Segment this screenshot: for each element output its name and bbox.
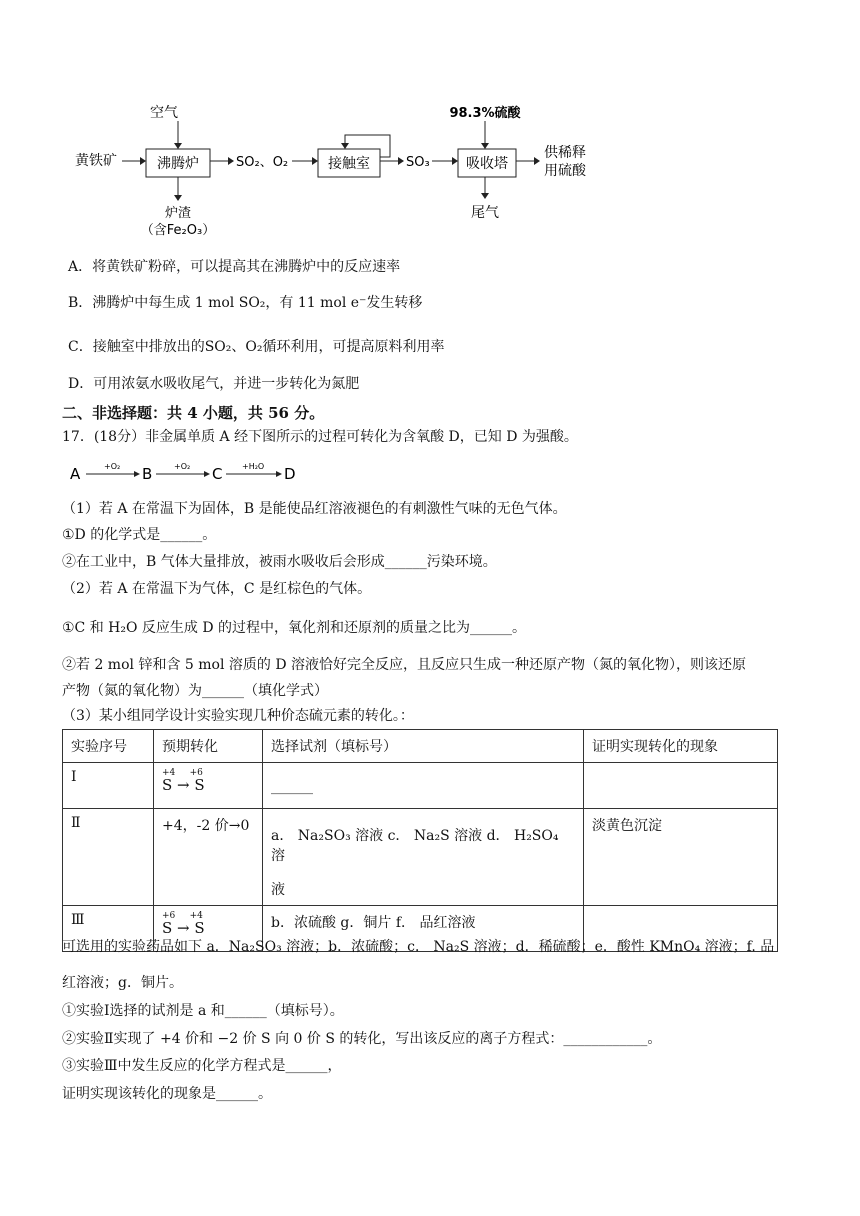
section-heading: 二、非选择题：共 4 小题，共 56 分。 (62, 404, 325, 422)
conv-eq: S → S (162, 919, 205, 937)
row-no: Ⅰ (63, 763, 154, 809)
chain-d: D (284, 465, 296, 483)
reagent-line-1: a． Na₂SO₃ 溶液 c． Na₂S 溶液 d． H₂SO₄ 溶 (271, 828, 559, 864)
experiment-table (62, 729, 778, 952)
chain-c: C (212, 465, 223, 483)
row-conversion: +4，-2 价→0 (154, 809, 263, 906)
so2-o2-label: SO₂、O₂ (236, 155, 289, 170)
reagent-blank: ______ (271, 779, 313, 795)
row-reagent (263, 809, 584, 906)
reaction-chain (68, 460, 318, 486)
slag-label: 炉渣 (164, 206, 192, 221)
ox-from: +6 (162, 911, 176, 921)
row-reagent (263, 763, 584, 809)
option-c: C．接触室中排放出的SO₂、O₂循环利用，可提高原料利用率 (68, 339, 445, 355)
process-flow-diagram (60, 95, 620, 245)
row-reagent: b．浓硫酸 g．铜片 f． 品红溶液 (263, 906, 584, 952)
drugs-line-1: 可选用的实验药品如下 a．Na₂SO₃ 溶液；b．浓硫酸；c． Na₂S 溶液；d．稀硫酸；e．酸性 KMnO₄ 溶液；f. 品 (62, 939, 775, 955)
table-row (63, 763, 778, 809)
slag-note: （含Fe₂O₃） (140, 223, 216, 238)
absorber-label: 吸收塔 (466, 156, 508, 172)
table-header: 预期转化 (154, 730, 263, 763)
table-header: 选择试剂（填标号） (263, 730, 584, 763)
output-label-2: 用硫酸 (544, 163, 586, 179)
row-phenomenon (584, 763, 778, 809)
part3-q2: ②实验Ⅱ实现了 +4 价和 −2 价 S 向 0 价 S 的转化，写出该反应的离子方程式：____________。 (62, 1031, 662, 1047)
acid-in-label: 98.3%硫酸 (449, 106, 521, 121)
row-conversion (154, 763, 263, 809)
tail-gas-label: 尾气 (471, 205, 499, 221)
option-d: D．可用浓氨水吸收尾气，并进一步转化为氮肥 (68, 376, 360, 392)
q17-stem: 17．(18分）非金属单质 A 经下图所示的过程可转化为含氧酸 D，已知 D 为强酸。 (62, 429, 578, 445)
part2-q2-line1: ②若 2 mol 锌和含 5 mol 溶质的 D 溶液恰好完全反应，且反应只生成一种还原产物（氮的氧化物），则该还原 (62, 657, 747, 673)
row-phenomenon: 淡黄色沉淀 (584, 809, 778, 906)
chain-h2o: +H₂O (242, 462, 265, 471)
drugs-line-2: 红溶液；g．铜片。 (62, 975, 183, 991)
feed-label: 黄铁矿 (75, 153, 117, 169)
part2-q1: ①C 和 H₂O 反应生成 D 的过程中，氧化剂和还原剂的质量之比为______。 (62, 620, 527, 636)
option-b: B．沸腾炉中每生成 1 mol SO₂，有 11 mol e⁻发生转移 (68, 295, 423, 311)
so3-label: SO₃ (406, 155, 430, 170)
part3-q4: 证明实现该转化的现象是______。 (62, 1086, 272, 1102)
boiler-label: 沸腾炉 (157, 156, 199, 172)
part3: （3）某小组同学设计实验实现几种价态硫元素的转化。： (62, 708, 414, 724)
chain-b: B (142, 465, 153, 483)
table-header: 实验序号 (63, 730, 154, 763)
part1: （1）若 A 在常温下为固体，B 是能使品红溶液褪色的有刺激性气味的无色气体。 (62, 501, 567, 517)
contact-label: 接触室 (328, 156, 370, 172)
table-header-row (63, 730, 778, 763)
chain-a: A (70, 465, 81, 483)
part2: （2）若 A 在常温下为气体，C 是红棕色的气体。 (62, 581, 372, 597)
table-header: 证明实现转化的现象 (584, 730, 778, 763)
conv-eq: S → S (162, 776, 205, 794)
chain-o2-2: +O₂ (174, 462, 191, 471)
reagent-line-2: 液 (271, 882, 285, 898)
air-label: 空气 (150, 105, 178, 121)
part1-q1: ①D 的化学式是______。 (62, 527, 217, 543)
chain-o2-1: +O₂ (104, 462, 121, 471)
row-no: Ⅱ (63, 809, 154, 906)
part3-q3: ③实验Ⅲ中发生反应的化学方程式是______， (62, 1058, 342, 1074)
row-no: Ⅲ (63, 906, 154, 952)
option-a: A．将黄铁矿粉碎，可以提高其在沸腾炉中的反应速率 (68, 259, 401, 275)
ox-to: +6 (189, 768, 203, 778)
part2-q2-line2: 产物（氮的氧化物）为______（填化学式） (62, 683, 328, 699)
output-label-1: 供稀释 (544, 145, 586, 161)
part1-q2: ②在工业中，B 气体大量排放，被雨水吸收后会形成______污染环境。 (62, 554, 497, 570)
ox-from: +4 (162, 768, 176, 778)
table-row (63, 809, 778, 906)
ox-to: +4 (189, 911, 203, 921)
part3-q1: ①实验Ⅰ选择的试剂是 a 和______（填标号）。 (62, 1003, 344, 1019)
